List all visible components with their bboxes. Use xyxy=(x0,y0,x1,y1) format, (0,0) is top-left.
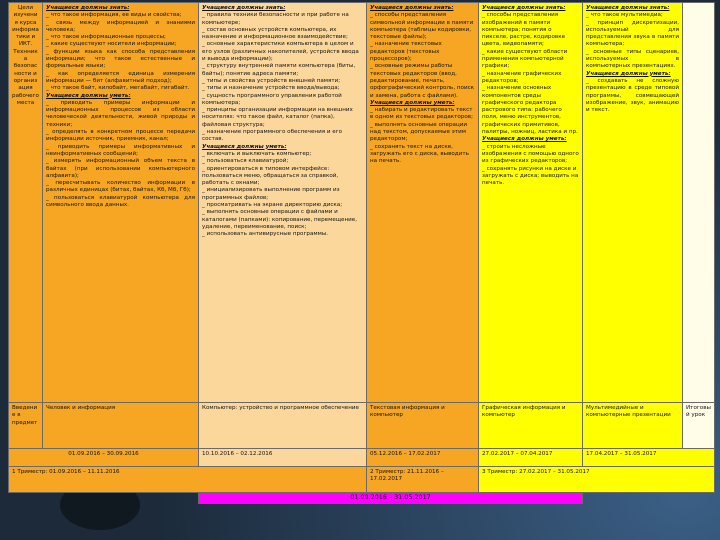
column-cell-6 xyxy=(683,3,715,403)
list-item: _ строить несложные изображения с помощью одного из графических редакторов; xyxy=(482,143,579,165)
list-item: _ какие существуют носители информации; xyxy=(46,41,177,48)
subheading-can: Учащиеся должны уметь: xyxy=(46,92,131,99)
list-item: _ сущность программного управления работой компьютера; xyxy=(202,92,342,106)
list-item: _ основные характеристики компьютера в целом и его узлов (различных накопителей, устройств ввода и вывода информации); xyxy=(202,41,359,63)
topics-row xyxy=(9,403,715,449)
year-row xyxy=(9,493,715,504)
topic-label: Итоговый урок xyxy=(686,405,711,419)
curriculum-table xyxy=(8,2,715,504)
column-cell-4 xyxy=(479,3,583,403)
column-cell-5 xyxy=(583,3,683,403)
list-item: _ выполнять основные операции над текстом, допускаемые этим редактором; xyxy=(370,121,468,143)
dates-row xyxy=(9,449,715,467)
topic-label: Введение в предмет xyxy=(12,405,38,426)
list-item: _ связь между информацией и знаниями человека; xyxy=(46,19,195,33)
list-item: _ состав основных устройств компьютера, их назначение и информационное взаимодействие; xyxy=(202,26,348,41)
terms-row xyxy=(9,467,715,493)
list-item: _ способы представления изображений в памяти компьютера; понятия о пикселе, растре, кодировке цвета, видеопамяти; xyxy=(482,12,566,48)
list-item: _ выполнять основные операции с файлами и каталогами (папками): копирование, перемещение, удаление, переименование, поиск; xyxy=(202,209,357,230)
list-item: _ функции языка как способа представления информации; что такое естественные и формальные языки; xyxy=(46,48,195,70)
term-cell xyxy=(479,467,715,493)
list-item: _ что такое информация, ее виды и свойства; xyxy=(46,12,182,19)
topic-cell xyxy=(367,403,479,449)
goals-cell xyxy=(9,3,43,403)
date-cell xyxy=(199,449,367,467)
date-cell xyxy=(479,449,583,467)
list-item: _ определять в конкретном процессе передачи информации источник, приемник, канал; xyxy=(46,129,195,143)
list-item: _ создавать не сложную презентацию в среде типовой программы, совмещающей изображение, звук, анимацию и текст. xyxy=(586,77,679,114)
subheading-know: Учащиеся должны знать: xyxy=(586,5,670,11)
date-label: 27.02.2017 – 07.04.2017 xyxy=(482,451,553,457)
list-item: _ назначение программного обеспечения и его состав. xyxy=(202,129,343,143)
list-item: _ что такое мультимедиа; xyxy=(586,12,663,19)
list-item: _ измерять информационный объем текста в байтах (при использовании компьютерного алфавита); xyxy=(46,158,195,179)
date-label: 17.04.2017 – 31.05.2017 xyxy=(586,451,657,457)
subheading-can: Учащиеся должны уметь: xyxy=(586,70,671,77)
term-label: 3 Триместр: 27.02.2017 – 31.05.2017 xyxy=(482,469,590,475)
topic-cell xyxy=(479,403,583,449)
date-label: 10.10.2016 – 02.12.2016 xyxy=(202,451,273,457)
spacer-cell xyxy=(9,493,199,504)
goals-label: Цели изучения курса информатики и ИКТ. Технника безопасности и организация рабочего места xyxy=(12,5,39,106)
list-item: _ использовать антивирусные программы. xyxy=(202,231,329,238)
topic-cell xyxy=(43,403,199,449)
topic-cell xyxy=(199,403,367,449)
list-item: _ назначение графических редакторов; xyxy=(482,70,562,84)
subheading-know: Учащиеся должны знать: xyxy=(482,5,566,11)
list-item: _ приводить примеры информации и информационных процессов из области человеческой деятельности, живой природы и техники; xyxy=(46,99,195,128)
subheading-know: Учащиеся должны знать: xyxy=(46,5,130,11)
subheading-know: Учащиеся должны знать: xyxy=(370,5,454,11)
spacer-cell xyxy=(583,493,715,504)
topic-label: Мультимедийные и компьютерные презентации xyxy=(586,405,671,419)
list-item: _ пользоваться клавиатурой; xyxy=(202,158,289,165)
subheading-can: Учащиеся должны уметь: xyxy=(370,99,455,106)
list-item: _ включать и выключать компьютер; xyxy=(202,150,312,157)
topic-label: Текстовая информация и компьютер xyxy=(370,405,445,419)
list-item: _ как определяется единица измерения информации — бит (алфавитный подход); xyxy=(46,70,195,84)
topic-label: Графическая информация и компьютер xyxy=(482,405,566,419)
list-item: _ ориентироваться в типовом интерфейсе: пользоваться меню, обращаться за справкой, работать с окнами; xyxy=(202,165,339,187)
list-item: _ какие существуют области применения компьютерной графики; xyxy=(482,48,568,70)
list-item: _ сохранять текст на диске, загружать его с диска, выводить на печать. xyxy=(370,143,469,165)
date-label: 05.12.2016 – 17.02.2017 xyxy=(370,451,441,457)
list-item: _ что такое байт, килобайт, мегабайт, гигабайт. xyxy=(46,85,190,92)
term-label: 1 Триместр: 01.09.2016 – 11.11.2016 xyxy=(12,469,120,475)
date-cell xyxy=(367,449,479,467)
year-range-label: 01.09.2016 – 31.05.2017 xyxy=(350,493,431,502)
list-item: _ принцип дискретизации, используемый для представления звука в памяти компьютера; xyxy=(586,19,679,48)
content-row xyxy=(9,3,715,403)
subheading-know: Учащиеся должны знать: xyxy=(202,5,286,11)
list-item: _ пересчитывать количество информации в различных единицах (битах, байтах, Кб, Мб, Гб); xyxy=(46,180,195,194)
list-item: _ принципы организации информации на внешних носителях: что такое файл, каталог (папка), файловая структура; xyxy=(202,107,353,128)
list-item: _ сохранять рисунки на диске и загружать с диска; выводить на печать. xyxy=(482,165,579,187)
list-item: _ типы и свойства устройств внешней памяти; xyxy=(202,77,341,84)
list-item: _ основные типы сценариев, используемых в компьютерных презентациях. xyxy=(586,48,679,70)
date-label: 01.09.2016 – 30.09.2016 xyxy=(68,451,139,457)
list-item: _ правила техники безопасности и при работе на компьютере; xyxy=(202,12,349,26)
list-item: _ пользоваться клавиатурой компьютера для символьного ввода данных. xyxy=(46,194,195,209)
topic-label: Компьютер: устройство и программное обеспечение xyxy=(202,405,359,411)
list-item: _ просматривать на экране директорию диска; xyxy=(202,202,343,209)
list-item: _ инициализировать выполнение программ из программных файлов; xyxy=(202,187,340,201)
topic-cell xyxy=(683,403,715,449)
list-item: _ приводить примеры информативных и неинформативных сообщений; xyxy=(46,143,195,157)
year-cell xyxy=(199,493,583,504)
column-cell-1 xyxy=(43,3,199,403)
topic-label: Человек и информация xyxy=(46,405,116,411)
list-item: _ что такое информационные процессы; xyxy=(46,34,166,41)
term-cell xyxy=(367,467,479,493)
list-item: _ основные режимы работы текстовых редакторов (ввод, редактирование, печать, орфографический контроль, поиск и замена, работа с файлами). xyxy=(370,63,475,99)
column-cell-2 xyxy=(199,3,367,403)
date-cell xyxy=(583,449,715,467)
topic-cell xyxy=(583,403,683,449)
list-item: _ назначение основных компонентов среды графического редактора растрового типа: рабочего поля, меню инструментов, графических примитивов, палитры, ножниц, ластика и пр. xyxy=(482,85,578,136)
list-item: _ назначение текстовых редакторов (текстовых процессоров); xyxy=(370,41,442,63)
date-cell xyxy=(9,449,199,467)
list-item: _ способы представления символьной информации в памяти компьютера (таблицы кодировки, текстовые файлы); xyxy=(370,12,474,41)
subheading-can: Учащиеся должны уметь: xyxy=(482,136,567,143)
term-cell xyxy=(9,467,367,493)
topic-cell xyxy=(9,403,43,449)
list-item: _ набирать и редактировать текст в одном из текстовых редакторов; xyxy=(370,107,473,121)
list-item: _ структуру внутренней памяти компьютера (биты, байты); понятие адреса памяти; xyxy=(202,63,356,77)
subheading-can: Учащиеся должны уметь: xyxy=(202,143,287,150)
list-item: _ типы и назначение устройств ввода/вывода; xyxy=(202,85,340,92)
column-cell-3 xyxy=(367,3,479,403)
term-label: 2 Триместр: 21.11.2016 – 17.02.2017 xyxy=(370,469,444,483)
